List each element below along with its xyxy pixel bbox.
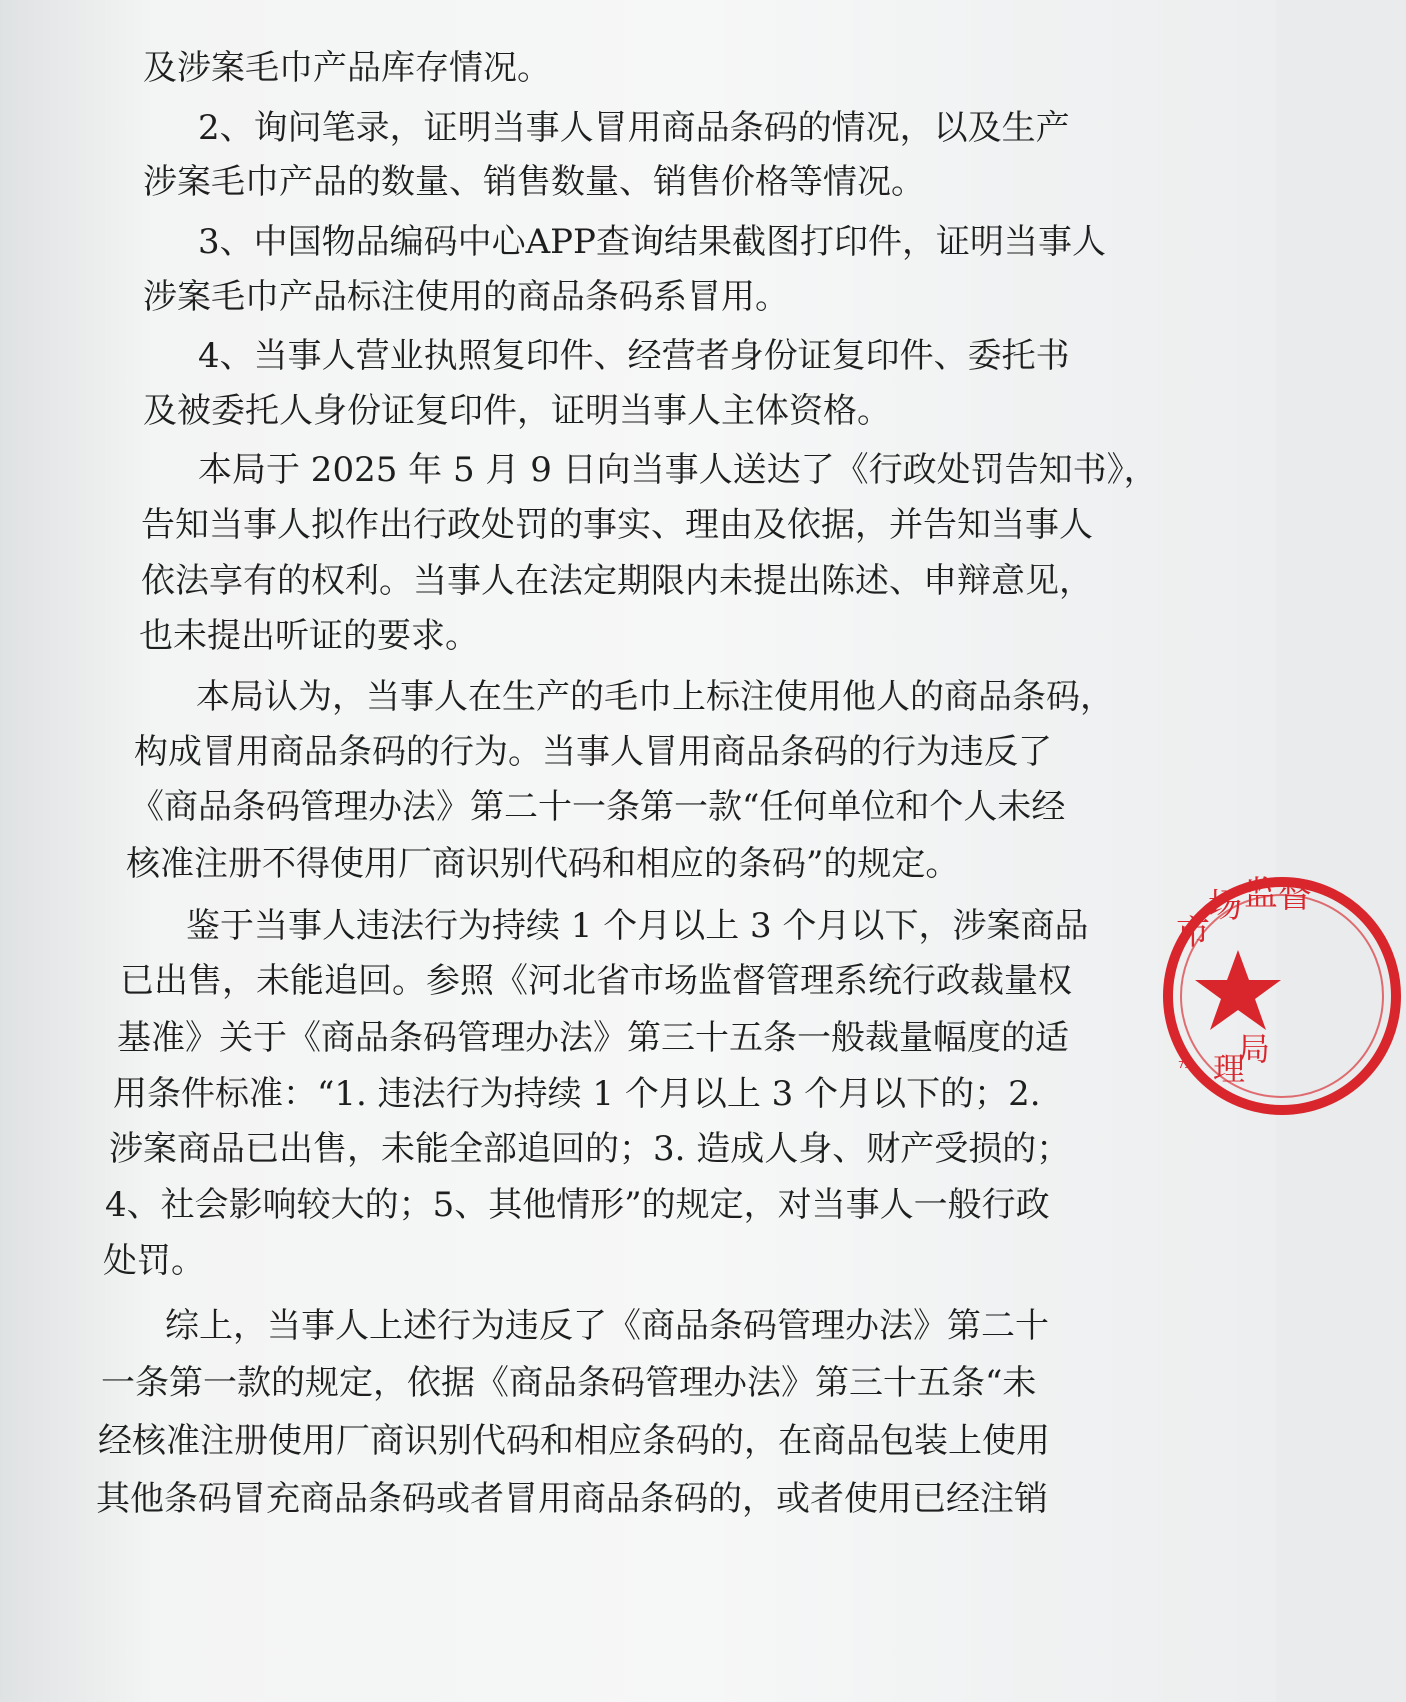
text-line-9: 告知当事人拟作出行政处罚的事实、理由及依据，并告知当事人 — [141, 505, 1093, 545]
text-line-13: 构成冒用商品条码的行为。当事人冒用商品条码的行为违反了 — [134, 732, 1052, 772]
text-line-22: 处罚。 — [103, 1241, 205, 1281]
text-line-8: 本局于 2025 年 5 月 9 日向当事人送达了《行政处罚告知书》， — [198, 450, 1158, 490]
text-line-21: 4、社会影响较大的；5、其他情形”的规定，对当事人一般行政 — [105, 1185, 1050, 1225]
text-line-17: 已出售，未能追回。参照《河北省市场监督管理系统行政裁量权 — [120, 961, 1072, 1001]
svg-text:监: 监 — [1244, 874, 1278, 914]
text-line-25: 经核准注册使用厂商识别代码和相应条码的，在商品包装上使用 — [98, 1421, 1050, 1461]
text-line-10: 依法享有的权利。当事人在法定期限内未提出陈述、申辩意见， — [141, 561, 1093, 601]
text-line-11: 也未提出听证的要求。 — [139, 616, 479, 656]
svg-text:场: 场 — [1208, 886, 1242, 926]
text-line-24: 一条第一款的规定，依据《商品条码管理办法》第三十五条“未 — [101, 1363, 1037, 1403]
text-line-16: 鉴于当事人违法行为持续 1 个月以上 3 个月以下，涉案商品 — [186, 906, 1089, 946]
text-line-20: 涉案商品已出售，未能全部追回的；3. 造成人身、财产受损的； — [109, 1129, 1071, 1169]
text-line-14: 《商品条码管理办法》第二十一条第一款“任何单位和个人未经 — [130, 787, 1066, 827]
text-line-19: 用条件标准：“1. 违法行为持续 1 个月以上 3 个月以下的；2. — [113, 1074, 1041, 1114]
svg-text:市: 市 — [1176, 913, 1210, 953]
official-seal-stamp — [1158, 872, 1406, 1120]
text-line-2: 2、询问笔录，证明当事人冒用商品条码的情况，以及生产 — [198, 108, 1070, 148]
svg-text:督: 督 — [1278, 876, 1312, 916]
text-line-26: 其他条码冒充商品条码或者冒用商品条码的，或者使用已经注销 — [96, 1479, 1048, 1519]
text-line-3: 涉案毛巾产品的数量、销售数量、销售价格等情况。 — [143, 162, 925, 202]
text-line-6: 4、当事人营业执照复印件、经营者身份证复印件、委托书 — [198, 336, 1070, 376]
svg-text:局: 局 — [1238, 1030, 1271, 1068]
text-line-18: 基准》关于《商品条码管理办法》第三十五条一般裁量幅度的适 — [117, 1018, 1069, 1058]
text-line-7: 及被委托人身份证复印件，证明当事人主体资格。 — [143, 391, 891, 431]
text-line-23: 综上，当事人上述行为违反了《商品条码管理办法》第二十 — [165, 1306, 1049, 1346]
text-line-4: 3、中国物品编码中心APP查询结果截图打印件，证明当事人 — [198, 222, 1106, 262]
text-line-12: 本局认为，当事人在生产的毛巾上标注使用他人的商品条码， — [196, 677, 1114, 717]
svg-text:75: 75 — [1178, 1060, 1191, 1071]
text-line-5: 涉案毛巾产品标注使用的商品条码系冒用。 — [143, 277, 789, 317]
svg-text:理: 理 — [1213, 1050, 1246, 1088]
text-line-15: 核准注册不得使用厂商识别代码和相应的条码”的规定。 — [126, 844, 960, 884]
text-line-1: 及涉案毛巾产品库存情况。 — [143, 48, 551, 88]
